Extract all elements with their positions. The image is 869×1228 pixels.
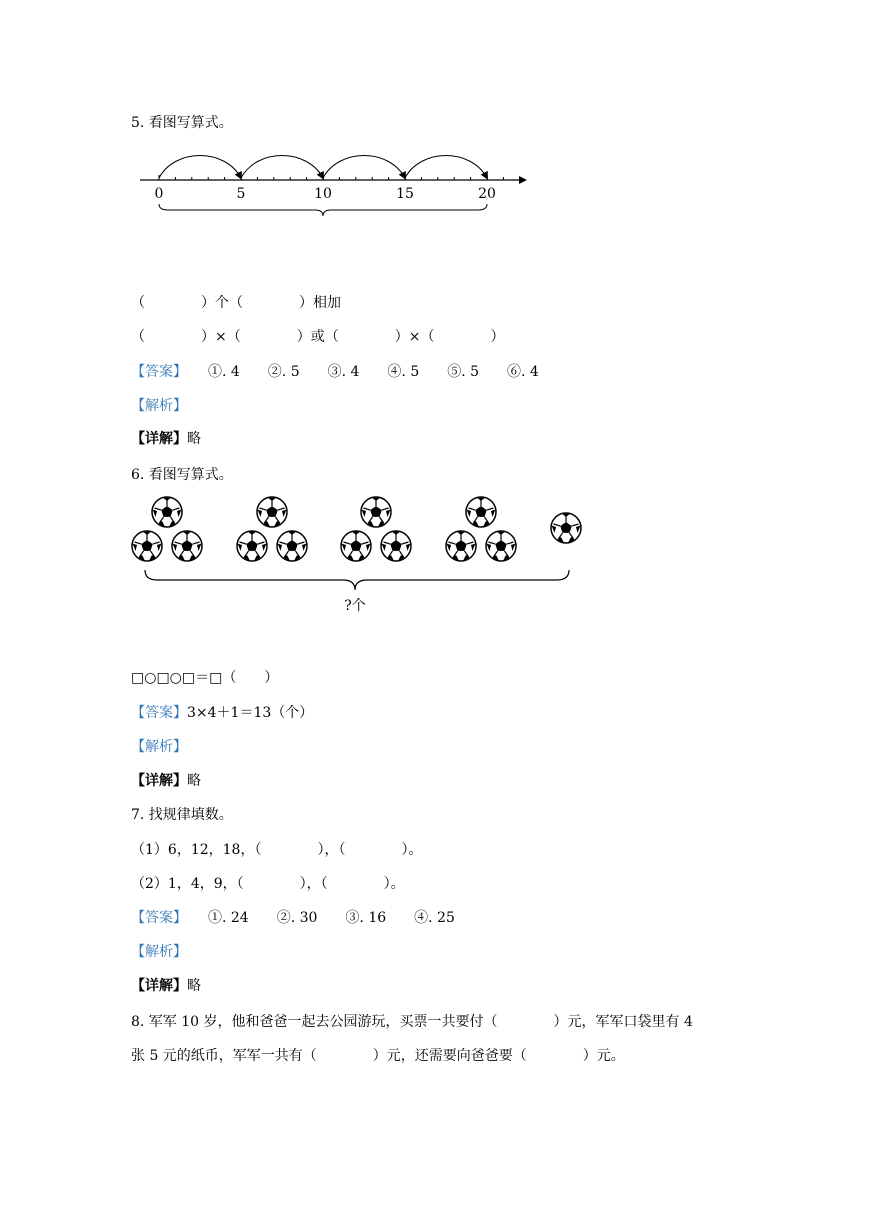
soccer-ball-icon xyxy=(172,531,202,561)
soccer-ball-icon xyxy=(486,531,516,561)
soccer-ball-icon xyxy=(381,531,411,561)
hop-arc-1 xyxy=(159,156,241,179)
number-line-diagram xyxy=(130,148,540,228)
soccer-ball-icon xyxy=(551,513,581,543)
bottom-brace xyxy=(145,570,569,590)
brace-label: ?个 xyxy=(344,598,366,614)
tick-label-0: 0 xyxy=(154,186,164,202)
q5-blank-line-1: （ ）个（ ）相加 xyxy=(131,295,341,311)
soccer-ball-icon xyxy=(132,531,162,561)
q6-formula: □○□○□＝□（ ） xyxy=(131,670,279,686)
q5-answer-row xyxy=(131,362,539,382)
tick-label-10: 10 xyxy=(314,186,332,202)
detail-tag: 【详解】 xyxy=(131,431,187,447)
q7-line-2: （2）1，4，9，（ ），（ ）。 xyxy=(131,876,405,892)
tick-label-20: 20 xyxy=(478,186,496,202)
detail-tag: 【详解】 xyxy=(131,978,187,994)
q5-detail-row xyxy=(131,429,201,449)
soccer-ball-icon xyxy=(446,531,476,561)
soccer-ball-icon xyxy=(237,531,267,561)
q7-title: 7. 找规律填数。 xyxy=(131,807,233,823)
detail-tag: 【详解】 xyxy=(131,773,187,789)
detail-text: 略 xyxy=(187,431,201,447)
q5-analysis-tag: 【解析】 xyxy=(131,398,187,414)
hop-arc-2 xyxy=(241,156,323,179)
answer-text: ①. 24 ②. 30 ③. 16 ④. 25 xyxy=(180,910,455,926)
q5-title: 5. 看图写算式。 xyxy=(131,115,233,131)
q7-answer-row xyxy=(131,908,455,928)
detail-text: 略 xyxy=(187,978,201,994)
soccer-ball-icon xyxy=(341,531,371,561)
q7-line-1: （1）6，12，18，（ ），（ ）。 xyxy=(131,842,423,858)
q5-blank-line-2: （ ）×（ ）或（ ）×（ ） xyxy=(131,329,505,345)
soccer-ball-icon xyxy=(257,497,287,527)
q6-answer-row xyxy=(131,703,313,723)
q6-detail-row xyxy=(131,771,201,791)
answer-tag: 【答案】 xyxy=(131,705,187,721)
answer-text: ①. 4 ②. 5 ③. 4 ④. 5 ⑤. 5 ⑥. 4 xyxy=(180,364,539,380)
q6-title: 6. 看图写算式。 xyxy=(131,467,233,483)
soccer-ball-icon xyxy=(277,531,307,561)
answer-tag: 【答案】 xyxy=(131,364,180,380)
q8-line-2: 张 5 元的纸币，军军一共有（ ）元，还需要向爸爸要（ ）元。 xyxy=(131,1048,625,1064)
q7-analysis-tag: 【解析】 xyxy=(131,944,187,960)
tick-label-15: 15 xyxy=(396,186,414,202)
q6-analysis-tag: 【解析】 xyxy=(131,739,187,755)
answer-tag: 【答案】 xyxy=(131,910,180,926)
q7-detail-row xyxy=(131,976,201,996)
soccer-ball-icon xyxy=(152,497,182,527)
answer-text: 3×4＋1＝13（个） xyxy=(187,705,314,721)
tick-label-5: 5 xyxy=(236,186,246,202)
soccer-ball-icon xyxy=(466,497,496,527)
hop-arc-3 xyxy=(323,156,405,179)
detail-text: 略 xyxy=(187,773,201,789)
hop-arc-4 xyxy=(405,156,487,179)
soccer-ball-icon xyxy=(361,497,391,527)
soccer-ball-diagram xyxy=(125,490,595,620)
bottom-brace xyxy=(159,204,487,216)
q8-line-1: 8. 军军 10 岁，他和爸爸一起去公园游玩，买票一共要付（ ）元，军军口袋里有 4 xyxy=(131,1014,693,1030)
